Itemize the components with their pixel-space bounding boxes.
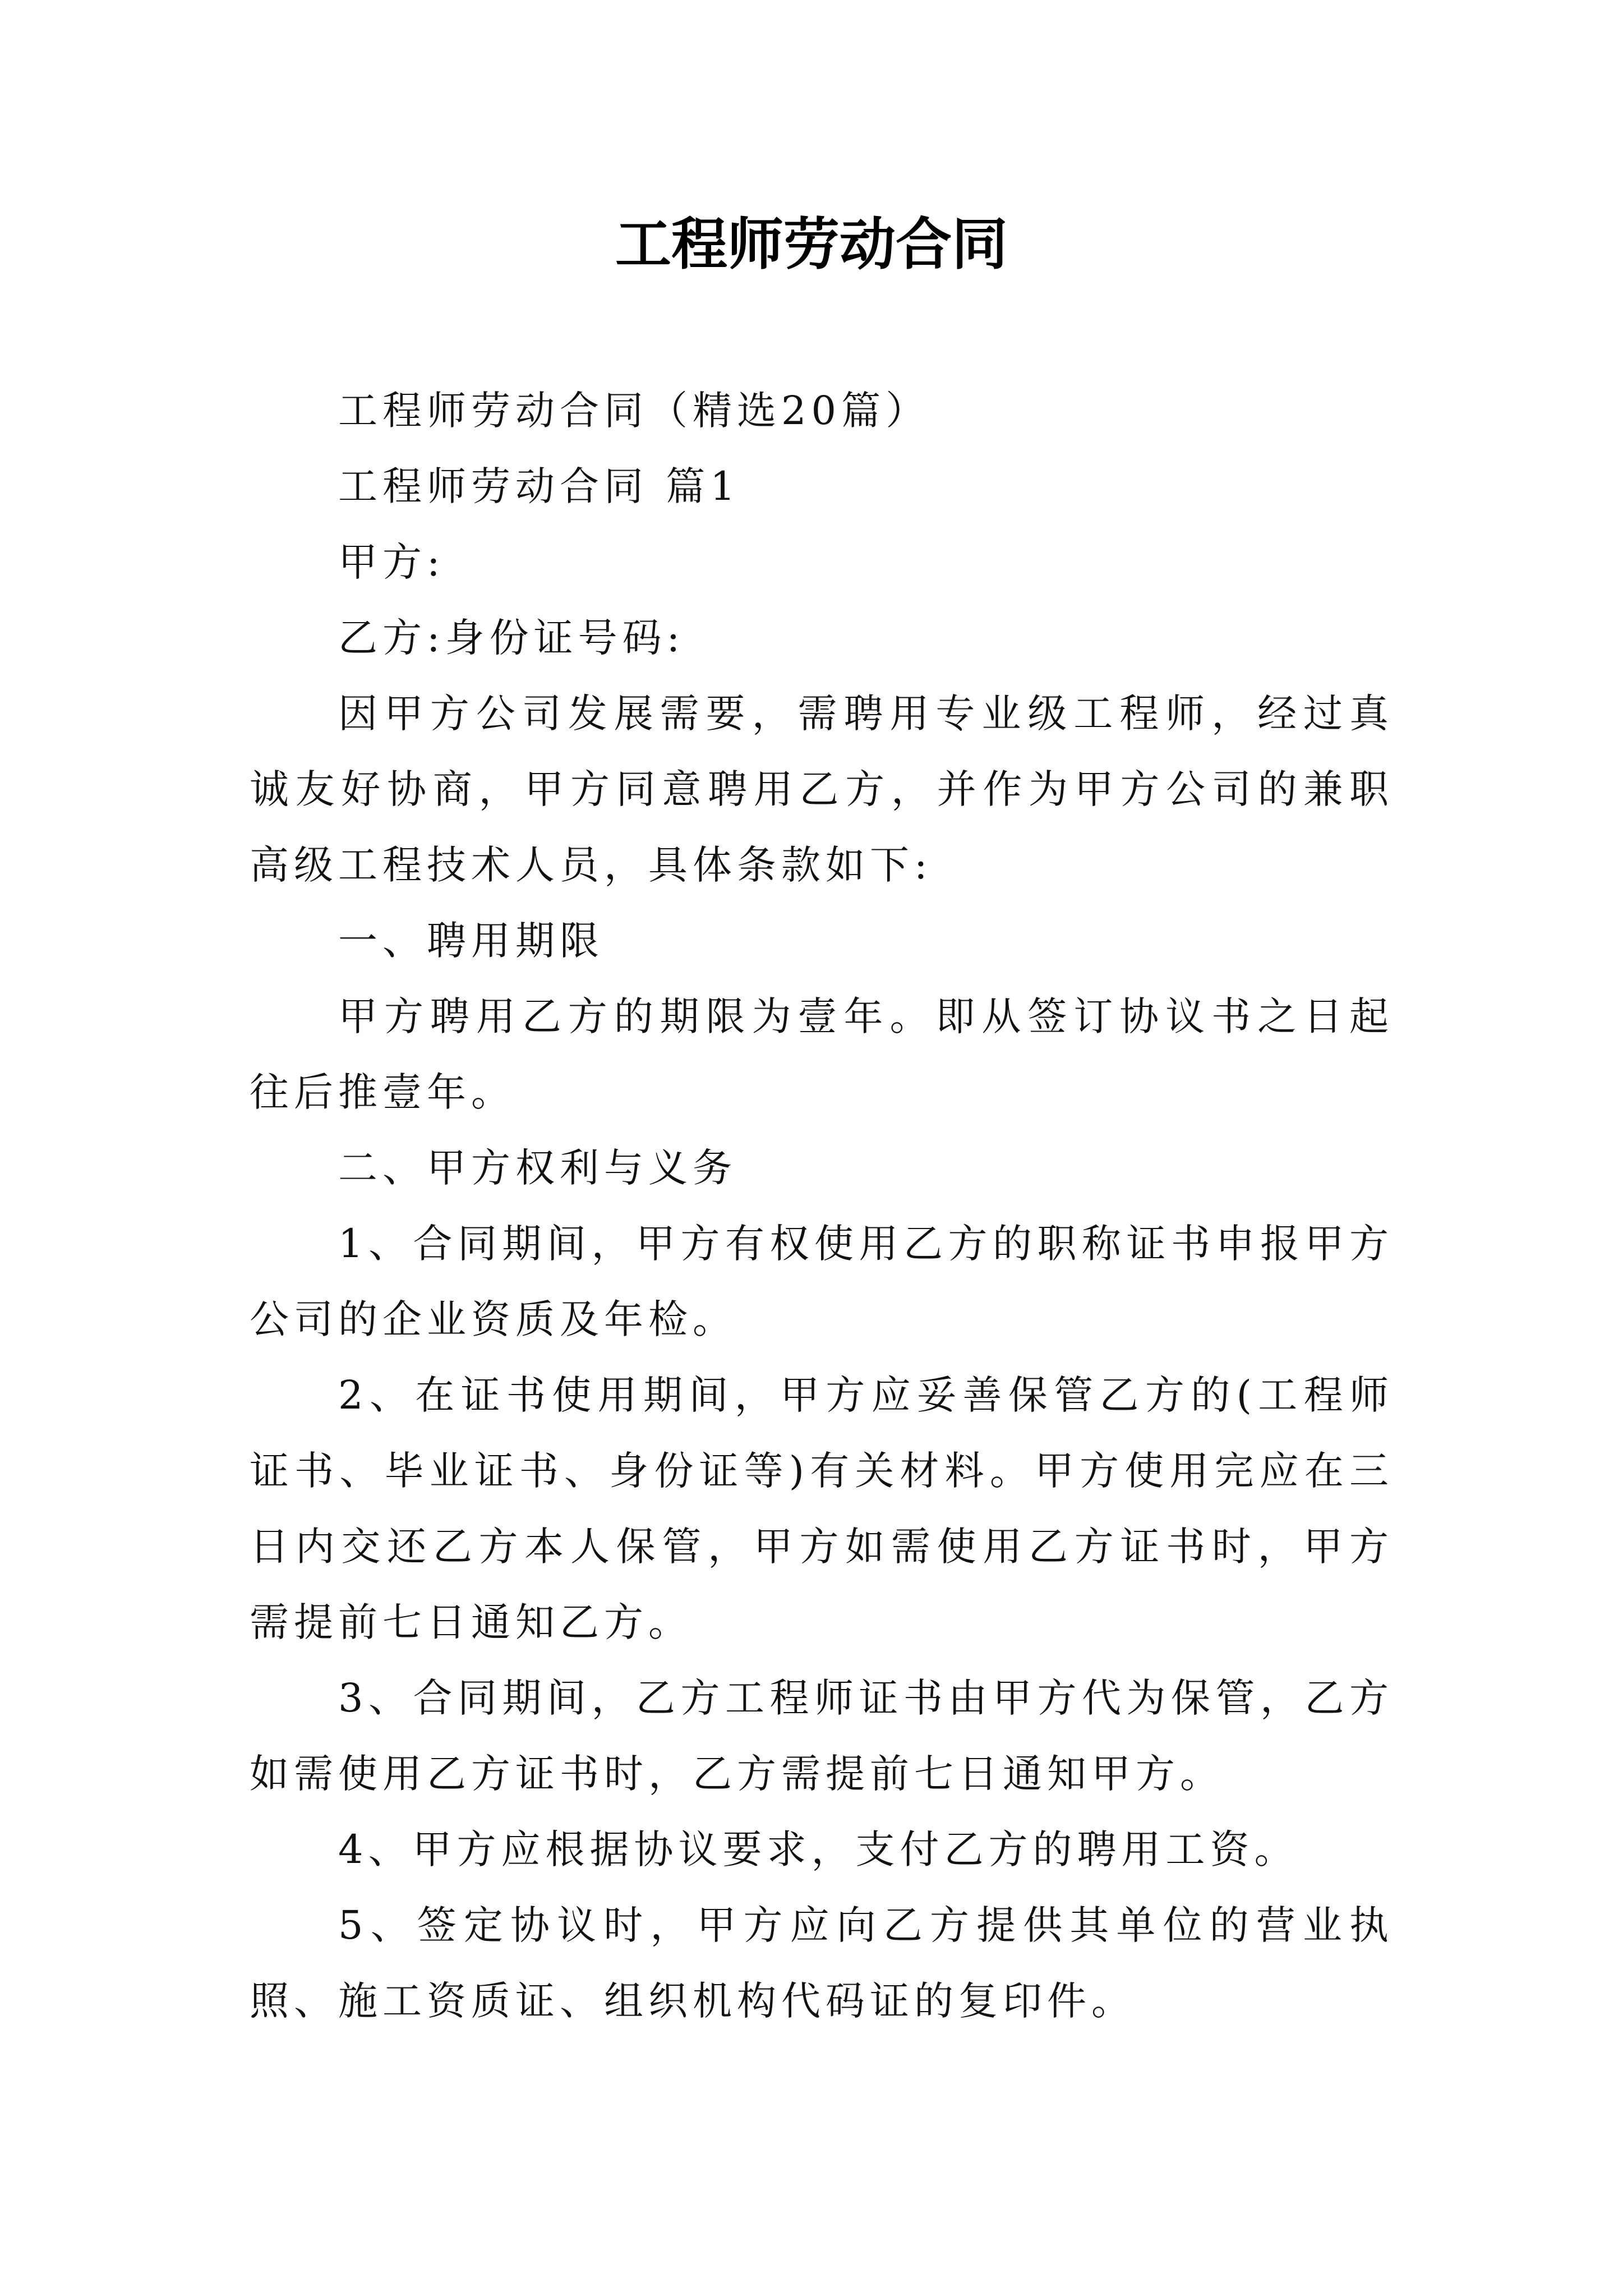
paragraph-clause-1: 1、合同期间，甲方有权使用乙方的职称证书申报甲方公司的企业资质及年检。 [250, 1221, 1394, 1342]
paragraph-clause-4: 4、甲方应根据协议要求，支付乙方的聘用工资。 [338, 1826, 1299, 1872]
paragraph-party-b: 乙方:身份证号码: [338, 615, 685, 661]
paragraph-heading-term: 一、聘用期限 [338, 918, 604, 964]
document-title: 工程师劳动合同 [615, 211, 1008, 277]
paragraph-party-a: 甲方: [338, 539, 445, 585]
paragraph-preamble: 因甲方公司发展需要，需聘用专业级工程师，经过真诚友好协商，甲方同意聘用乙方，并作为甲方公司的兼职高级工程技术人员，具体条款如下: [250, 691, 1394, 888]
paragraph-subtitle: 工程师劳动合同（精选20篇） [338, 388, 930, 434]
paragraph-clause-5: 5、签定协议时，甲方应向乙方提供其单位的营业执照、施工资质证、组织机构代码证的复印件。 [250, 1902, 1394, 2024]
paragraph-clause-2: 2、在证书使用期间，甲方应妥善保管乙方的(工程师证书、毕业证书、身份证等)有关材料。甲方使用完应在三日内交还乙方本人保管，甲方如需使用乙方证书时，甲方需提前七日通知乙方。 [250, 1372, 1394, 1645]
paragraph-clause-3: 3、合同期间，乙方工程师证书由甲方代为保管，乙方如需使用乙方证书时，乙方需提前七日通知甲方。 [250, 1675, 1394, 1797]
paragraph-heading-rights: 二、甲方权利与义务 [338, 1145, 737, 1191]
paragraph-section-heading: 工程师劳动合同 篇1 [338, 463, 740, 509]
document-body [250, 373, 1394, 2039]
paragraph-term: 甲方聘用乙方的期限为壹年。即从签订协议书之日起往后推壹年。 [250, 993, 1394, 1115]
